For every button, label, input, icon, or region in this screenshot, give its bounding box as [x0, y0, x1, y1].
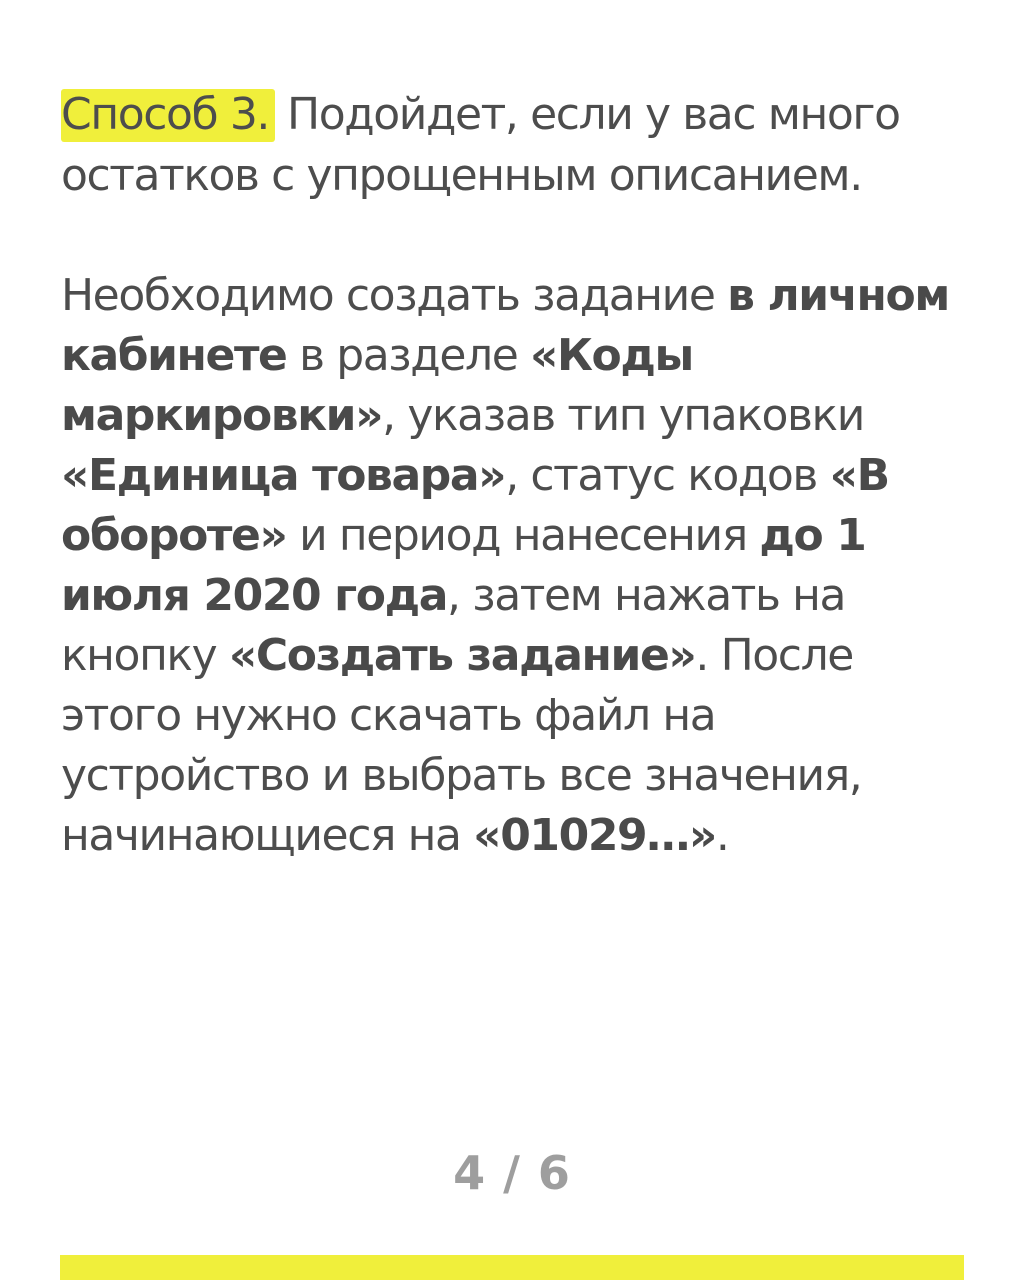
instructions-text: в разделе: [286, 330, 530, 381]
instructions-emphasis: в личном кабинете: [61, 270, 949, 381]
method-label: Способ 3.: [61, 89, 275, 142]
instructions-text: Необходимо создать задание: [61, 270, 728, 321]
page-indicator: 4 / 6: [453, 1146, 571, 1200]
instructions-emphasis: «В обороте»: [61, 450, 889, 561]
intro-text: Подойдет, если у вас много остатков с упрощенным описанием.: [61, 89, 900, 201]
instructions-emphasis: «Единица товара»: [61, 450, 506, 501]
instructions-emphasis: до 1 июля 2020 года: [61, 510, 866, 621]
instructions-text: и период нанесения: [286, 510, 760, 561]
instructions-paragraph: [61, 266, 971, 866]
accent-bar: [60, 1255, 964, 1280]
instructions-emphasis: «Коды маркировки»: [61, 330, 693, 441]
intro-paragraph: [61, 84, 961, 206]
instructions-text: , затем нажать на кнопку: [61, 570, 846, 681]
instructions-text: , статус кодов: [505, 450, 830, 501]
instructions-text: . После этого нужно скачать файл на устройство и выбрать все значения, начинающиеся на: [61, 630, 862, 861]
instructions-emphasis: «Создать задание»: [228, 630, 696, 681]
instructions-text: .: [715, 810, 729, 861]
instructions-emphasis: «01029…»: [473, 810, 716, 861]
instructions-text: , указав тип упаковки: [382, 390, 864, 441]
